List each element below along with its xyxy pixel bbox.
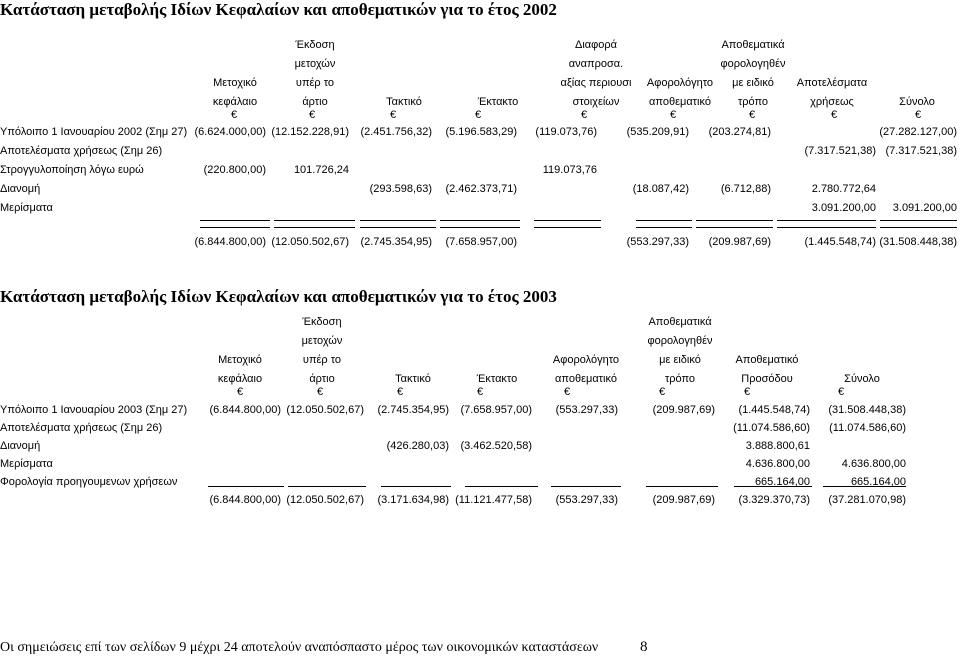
total-value: (209.987,69)	[652, 494, 715, 506]
column-header-line: στοιχείων	[572, 96, 620, 108]
table-cell-value: (6.624.000,00)	[194, 126, 266, 138]
total-rule	[880, 227, 957, 228]
table-cell-value: (2.451.756,32)	[360, 126, 432, 138]
total-rule	[381, 486, 451, 487]
column-header-line: άρτιο	[309, 373, 335, 385]
table-cell-value: (203.274,81)	[708, 126, 771, 138]
column-header-line: Έκτακτο	[476, 373, 518, 385]
total-rule	[465, 486, 538, 487]
row-label: Υπόλοιπο 1 Ιανουαρίου 2003 (Σημ 27)	[0, 404, 188, 416]
total-value: (6.844.800,00)	[194, 236, 266, 248]
total-value: (12.050.502,67)	[286, 494, 364, 506]
total-value: (31.508.448,38)	[879, 236, 957, 248]
euro-symbol: €	[669, 109, 677, 121]
table-cell-value: (31.508.448,38)	[828, 404, 906, 416]
total-rule	[274, 227, 355, 228]
column-header-line: Προσόδου	[741, 373, 793, 385]
total-rule	[274, 220, 355, 221]
table-cell-value: (2.745.354,95)	[377, 404, 449, 416]
column-header-line: Αποτελέσματα	[796, 77, 868, 89]
total-rule	[636, 220, 692, 221]
table-cell-value: 665.164,00	[754, 476, 810, 488]
table-cell-value: (7.317.521,38)	[885, 145, 957, 157]
table-cell-value: 4.636.800,00	[745, 458, 810, 470]
table-cell-value: 4.636.800,00	[841, 458, 906, 470]
table-cell-value: (209.987,69)	[652, 404, 715, 416]
total-rule	[777, 220, 876, 221]
table-cell-value: 3.091.200,00	[892, 202, 957, 214]
footer-note: Οι σημειώσεις επί των σελίδων 9 μέχρι 24 αποτελούν αναπόσπαστο μέρος των οικονομικών καταστάσεων	[0, 640, 599, 655]
euro-symbol: €	[914, 109, 922, 121]
table-cell-value: (12.050.502,67)	[286, 404, 364, 416]
euro-symbol: €	[830, 109, 838, 121]
table-cell-value: (11.074.586,60)	[829, 422, 906, 434]
column-header-line: με ειδικό	[732, 77, 774, 89]
euro-symbol: €	[476, 386, 484, 398]
column-header-line: Τακτικό	[386, 96, 422, 108]
total-rule	[200, 220, 270, 221]
column-header-line: τρόπο	[664, 373, 696, 385]
column-header-line: κεφάλαιο	[217, 373, 263, 385]
euro-symbol: €	[837, 386, 845, 398]
column-header-line: τρόπο	[737, 96, 769, 108]
table-cell-value: (553.297,33)	[555, 404, 618, 416]
table-cell-value: 2.780.772,64	[811, 183, 876, 195]
table-cell-value: (293.598,63)	[369, 183, 432, 195]
euro-symbol: €	[316, 386, 324, 398]
total-value: (7.658.957,00)	[445, 236, 517, 248]
column-header-line: Αποθεματικά	[648, 316, 712, 328]
row-label: Αποτελέσματα χρήσεως (Σημ 26)	[0, 422, 163, 434]
total-rule	[360, 227, 436, 228]
table-cell-value: (2.462.373,71)	[445, 183, 517, 195]
column-header-line: χρήσεως	[810, 96, 854, 108]
column-header-line: Τακτικό	[395, 373, 431, 385]
column-header-line: Έκτακτο	[477, 96, 519, 108]
column-header-line: Αφορολόγητο	[552, 354, 620, 366]
table-cell-value: (6.712,88)	[720, 183, 771, 195]
table-cell-value: 3.091.200,00	[811, 202, 876, 214]
table-cell-value: (6.844.800,00)	[209, 404, 281, 416]
total-value: (3.329.370,73)	[738, 494, 810, 506]
statement-2002-title: Κατάσταση μεταβολής Ιδίων Κεφαλαίων και αποθεματικών για το έτος 2002	[0, 0, 557, 19]
euro-symbol: €	[580, 109, 588, 121]
row-label: Μερίσματα	[0, 458, 53, 470]
row-label: Διανομή	[0, 183, 41, 195]
total-rule	[440, 227, 520, 228]
table-cell-value: 101.726,24	[293, 164, 349, 176]
column-header-line: Μετοχικό	[218, 354, 262, 366]
total-rule	[777, 227, 876, 228]
row-label: Υπόλοιπο 1 Ιανουαρίου 2002 (Σημ 27)	[0, 126, 188, 138]
table-cell-value: (1.445.548,74)	[738, 404, 810, 416]
table-cell-value: (7.317.521,38)	[804, 145, 876, 157]
euro-symbol: €	[658, 386, 666, 398]
column-header-line: Σύνολο	[899, 96, 935, 108]
column-header-line: αποθεματικό	[649, 96, 711, 108]
total-value: (209.987,69)	[708, 236, 771, 248]
total-value: (3.171.634,98)	[377, 494, 449, 506]
total-rule	[288, 486, 366, 487]
table-cell-value: 3.888.800,61	[745, 440, 810, 452]
column-header-line: Αποθεματικά	[721, 39, 785, 51]
column-header-line: υπέρ το	[295, 77, 335, 89]
total-rule	[696, 227, 773, 228]
table-cell-value: (11.074.586,60)	[733, 422, 810, 434]
total-rule	[636, 227, 692, 228]
euro-symbol: €	[389, 109, 397, 121]
column-header-line: Διαφορά	[574, 39, 618, 51]
column-header-line: Μετοχικό	[213, 77, 257, 89]
table-cell-value: (27.282.127,00)	[879, 126, 957, 138]
total-value: (12.050.502,67)	[271, 236, 349, 248]
total-rule	[360, 220, 436, 221]
column-header-line: υπέρ το	[302, 354, 342, 366]
euro-symbol: €	[748, 109, 756, 121]
table-cell-value: (3.462.520,58)	[460, 440, 532, 452]
table-cell-value: (5.196.583,29)	[445, 126, 517, 138]
total-value: (6.844.800,00)	[209, 494, 281, 506]
table-cell-value: 119.073,76	[542, 164, 597, 176]
total-value: (553.297,33)	[626, 236, 689, 248]
row-label: Διανομή	[0, 440, 41, 452]
total-value: (11.121.477,58)	[455, 494, 532, 506]
total-value: (1.445.548,74)	[804, 236, 876, 248]
total-rule	[440, 220, 520, 221]
total-rule	[534, 227, 601, 228]
euro-symbol: €	[396, 386, 404, 398]
euro-symbol: €	[563, 386, 571, 398]
column-header-line: φορολογηθέν	[720, 58, 786, 70]
total-rule	[551, 486, 621, 487]
row-label: Μερίσματα	[0, 202, 53, 214]
total-value: (37.281.070,98)	[828, 494, 906, 506]
column-header-line: αξίας περιουσι	[560, 77, 632, 89]
table-cell-value: 665.164,00	[850, 476, 906, 488]
row-label: Αποτελέσματα χρήσεως (Σημ 26)	[0, 145, 163, 157]
total-rule	[646, 486, 718, 487]
total-value: (2.745.354,95)	[360, 236, 432, 248]
total-rule	[880, 220, 957, 221]
column-header-line: μετοχών	[294, 58, 336, 70]
table-cell-value: (535.209,91)	[626, 126, 689, 138]
euro-symbol: €	[743, 386, 751, 398]
column-header-line: κεφάλαιο	[212, 96, 258, 108]
total-rule	[696, 220, 773, 221]
euro-symbol: €	[236, 386, 244, 398]
total-rule	[823, 486, 906, 487]
total-rule	[200, 227, 270, 228]
table-cell-value: (220.800,00)	[203, 164, 266, 176]
column-header-line: αποθεματικό	[555, 373, 617, 385]
table-cell-value: (7.658.957,00)	[460, 404, 532, 416]
euro-symbol: €	[474, 109, 482, 121]
column-header-line: μετοχών	[301, 335, 343, 347]
column-header-line: Σύνολο	[844, 373, 880, 385]
row-label: Φορολογία προηγουμενων χρήσεων	[0, 476, 178, 488]
column-header-line: αναπροσα.	[568, 58, 624, 70]
column-header-line: άρτιο	[302, 96, 328, 108]
table-cell-value: (119.073,76)	[535, 126, 597, 138]
euro-symbol: €	[230, 109, 238, 121]
table-cell-value: (12.152.228,91)	[271, 126, 349, 138]
row-label: Στρογγυλοποίηση λόγω ευρώ	[0, 164, 144, 176]
table-cell-value: (426.280,03)	[386, 440, 449, 452]
table-cell-value: (18.087,42)	[632, 183, 689, 195]
total-rule	[208, 486, 284, 487]
column-header-line: Αφορολόγητο	[646, 77, 714, 89]
column-header-line: με ειδικό	[659, 354, 701, 366]
column-header-line: φορολογηθέν	[647, 335, 713, 347]
column-header-line: Έκδοση	[302, 316, 342, 328]
total-rule	[734, 486, 812, 487]
column-header-line: Έκδοση	[295, 39, 335, 51]
total-value: (553.297,33)	[555, 494, 618, 506]
euro-symbol: €	[308, 109, 316, 121]
total-rule	[534, 220, 601, 221]
column-header-line: Αποθεματικό	[735, 354, 799, 366]
statement-2003-title: Κατάσταση μεταβολής Ιδίων Κεφαλαίων και αποθεματικών για το έτος 2003	[0, 287, 557, 306]
page-number: 8	[640, 639, 648, 655]
